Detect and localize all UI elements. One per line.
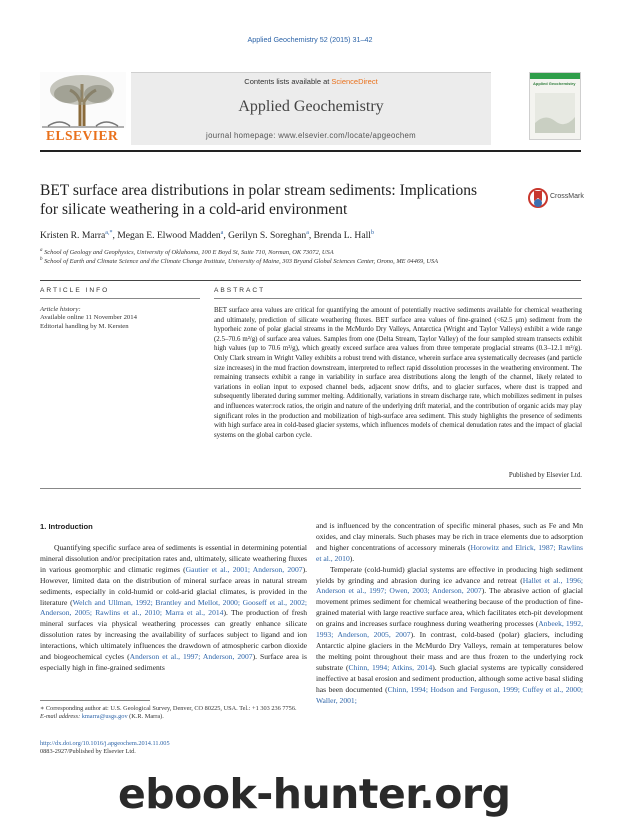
- author-name[interactable]: Megan E. Elwood Madden: [117, 230, 221, 242]
- author-separator: ,: [308, 230, 314, 242]
- abstract-bottom-rule: [40, 488, 581, 489]
- footnote: [40, 705, 307, 722]
- footnote-rule: [40, 700, 150, 701]
- crossmark-badge[interactable]: [528, 187, 588, 209]
- crossmark-icon: [528, 187, 548, 209]
- author-name[interactable]: Brenda L. Hall: [313, 230, 371, 242]
- citation-link[interactable]: Anbeek, 1992, 1993; Anderson, 2005, 2007: [316, 619, 584, 640]
- intro-text: ). The abrasive action of glacial movement primes sediment for chemical weathering because of the production of fine-grained material with large reactive surface area, which facilitates etch-pit development on grains and increases surface roughness during weathering processes (: [316, 586, 583, 629]
- abstract-heading: ABSTRACT: [214, 287, 266, 294]
- issn-line: 0883-2927/Published by Elsevier Ltd.: [40, 748, 136, 756]
- affiliation-b: [40, 257, 438, 265]
- journal-header: [40, 72, 581, 144]
- affiliation-text: School of Earth and Climate Science and the Climate Change Institute, University of Maine, 303 Bryand Global Sciences Center, Orono, ME 04469, USA: [44, 258, 439, 266]
- intro-text: ). However, limited data on the distribution of mineral surface areas in natural stream sediments, especially in cold-humid or cold-arid glacial climates, is provided in the literature (: [40, 564, 307, 607]
- article-history: [40, 306, 200, 331]
- affiliation-marker: b: [40, 257, 43, 262]
- citation-link[interactable]: Welch and Ullman, 1992; Brantley and Mellot, 2000; Gooseff et al., 2002; Anderson, 2005; Rawlins et al., 2010; Marra et al., 2014: [40, 597, 307, 618]
- intro-text: ). The production of fresh mineral surfaces via physical weathering processes can greatly enhance silicate dissolution rates by increasing the availability of surfaces subject to ligand and ion interactions, which ultimately influences the drawdown of atmospheric carbon dioxide and biogeochemical cycles (: [40, 608, 307, 662]
- author-affiliation-marker[interactable]: a: [306, 230, 309, 236]
- citation-link[interactable]: Gautier et al., 2001; Anderson, 2007: [185, 564, 303, 574]
- intro-text: ). Such glacial systems are typically considered ineffective at basal erosion and sediment production, although some active basal sliding has been documented (: [316, 662, 584, 694]
- journal-citation-link[interactable]: Applied Geochemistry 52 (2015) 31–42: [247, 35, 373, 44]
- abstract-text: BET surface area values are critical for quantifying the amount of potentially reactive sediments available for chemical weathering and ultimately, prediction of silicate weathering fluxes. BET surface area values of fine-grained (<62.5 μm) sediment from the hyporheic zone of polar glacial streams in the McMurdo Dry Valleys, Antarctica (Wright and Taylor Valleys) exhibit a wide range (2.5–70.6 m²/g) of surface area values. Samples from one (Delta Stream, Taylor Valley) of the four sampled stream transects exhibit high values (up to 70.6 m²/g), which greatly exceed surface area values from three temperate proglacial streams (0.3–12.1 m²/g). Only Clark stream in Wright Valley exhibits a robust trend with distance, wherein surface area systematically decreases (and particle size increases) in the mud fraction downstream, interpreted to reflect rapid dissolution processes in the weathering environment. The remaining transects exhibit a range in variability in surface area distributions along the length of the channel, likely related to variations in eolian input to exposed channel beds, adjacent snow drifts, and to glacier surfaces, where dust is trapped and subsequently liberated during summer melting. Additionally, variations in stream discharge rate, which mobilizes sediment in pulses and influences water:rock ratios, the origin and nature of the underlying drift material, and the contribution of organic acids may play significant roles in the production and mobilization of high-surface area sediment. This study highlights the presence of sediments with high surface area in cold-based glacier systems, which influences models of chemical denudation rates and the impact of glacial systems on the global carbon cycle.: [214, 307, 582, 439]
- contents-line: [131, 77, 491, 86]
- intro-paragraph: [316, 521, 583, 565]
- doi-block: [40, 740, 170, 757]
- intro-text: Temperate (cold-humid) glacial systems are effective in producing high sediment yields by grinding and abrasion during ice advance and retreat (: [316, 564, 583, 585]
- email-label: E-mail address:: [40, 713, 81, 721]
- section-heading-introduction: 1. Introduction: [40, 522, 93, 531]
- author-name[interactable]: Gerilyn S. Soreghan: [228, 230, 307, 242]
- author-separator: ,: [112, 230, 118, 242]
- info-rule: [40, 298, 200, 299]
- intro-column-1: [40, 543, 307, 674]
- citation-link[interactable]: Chinn, 1994; Hodson and Ferguson, 1999; Cuffey et al., 2000; Waller, 2001;: [316, 684, 583, 705]
- cover-title: Applied Geochemistry: [533, 81, 576, 86]
- citation-link[interactable]: Anderson et al., 1997; Anderson, 2007: [129, 652, 253, 662]
- journal-name: Applied Geochemistry: [238, 98, 384, 115]
- intro-text: Quantifying specific surface area of sediments is essential in determining potential mineral dissolution and/or precipitation rates and, ultimately, silicate weathering fluxes in various geomorphic and climatic regimes (: [40, 543, 307, 574]
- author-separator: ,: [223, 230, 229, 242]
- journal-cover-thumbnail[interactable]: [529, 72, 581, 140]
- author-affiliation-marker[interactable]: b: [370, 230, 374, 236]
- article-title: BET surface area distributions in polar stream sediments: Implications for silicate weathering in a cold-arid environment: [40, 182, 478, 218]
- history-editor: Editorial handling by M. Kersten: [40, 322, 129, 330]
- crossmark-label: CrossMark: [550, 193, 584, 200]
- citation-link[interactable]: Horowitz and Elrick, 1987; Rawlins et al., 2010: [316, 542, 583, 563]
- intro-paragraph: [316, 565, 583, 707]
- email-suffix: (K.R. Marra).: [127, 713, 164, 721]
- section-rule: [40, 280, 581, 281]
- elsevier-logo[interactable]: [40, 72, 126, 144]
- citation-link[interactable]: Hallet et al., 1996; Anderson et al., 1997; Owen, 2003; Anderson, 2007: [316, 575, 583, 596]
- author-list: [40, 230, 374, 241]
- affiliation-text: School of Geology and Geophysics, University of Oklahoma, 100 E Boyd St, Suite 710, Norman, OK 73072, USA: [44, 249, 334, 257]
- history-label: Article history:: [40, 306, 81, 313]
- citation-link[interactable]: Chinn, 1994; Atkins, 2014: [348, 662, 433, 672]
- email-line: [40, 713, 307, 721]
- intro-text: ).: [349, 553, 355, 563]
- abstract-publisher: Published by Elsevier Ltd.: [508, 472, 582, 479]
- author-affiliation-marker[interactable]: a,*: [105, 230, 113, 236]
- author-name[interactable]: Kristen R. Marra: [40, 230, 106, 242]
- abstract-rule: [214, 298, 582, 299]
- cover-band: [530, 73, 580, 79]
- intro-column-2: [316, 521, 583, 706]
- corresponding-author-note: ∗ Corresponding author at: U.S. Geological Survey, Denver, CO 80225, USA. Tel.: +1 303 236 7756.: [40, 705, 297, 712]
- cover-image-icon: [535, 93, 575, 133]
- journal-banner: [131, 72, 491, 145]
- doi-link[interactable]: http://dx.doi.org/10.1016/j.apgeochem.2014.11.005: [40, 740, 170, 747]
- sciencedirect-link[interactable]: ScienceDirect: [331, 77, 378, 86]
- affiliation-a: [40, 248, 334, 256]
- intro-text: and is influenced by the concentration of specific mineral phases, such as Fe and Mn oxides, and clay minerals. Such phases may be rich in trace elements due to adsorption and higher concentrations of accessory minerals (: [316, 521, 583, 552]
- watermark: ebook-hunter.org: [118, 770, 511, 818]
- header-rule: [40, 150, 581, 152]
- author-affiliation-marker[interactable]: a: [220, 230, 224, 236]
- email-link[interactable]: kmarra@usgs.gov: [81, 713, 128, 721]
- intro-text: ). In contrast, cold-based (polar) glaciers, including Antarctic alpine glaciers in the McMurdo Dry Valleys, remain at temperatures below the melting point throughout their mass and are thus frozen to the underlying rock substrate (: [316, 630, 583, 672]
- history-online: Available online 11 November 2014: [40, 314, 137, 322]
- elsevier-wordmark: ELSEVIER: [46, 128, 119, 143]
- elsevier-tree-icon: [40, 72, 126, 128]
- intro-text: ). Surface area is especially high in fine-grained sediments: [40, 652, 307, 672]
- article-info-heading: ARTICLE INFO: [40, 287, 110, 294]
- contents-prefix: Contents lists available at: [244, 77, 332, 86]
- journal-homepage[interactable]: journal homepage: www.elsevier.com/locate/apgeochem: [206, 131, 416, 140]
- affiliation-marker: a: [40, 248, 43, 253]
